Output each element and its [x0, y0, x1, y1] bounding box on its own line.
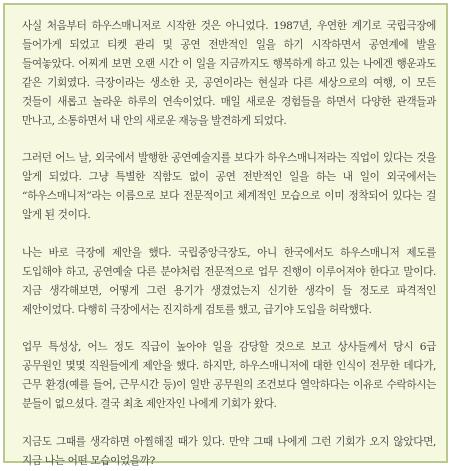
article-body	[22, 17, 436, 471]
paragraph-1: 사실 처음부터 하우스매니저로 시작한 것은 아니었다. 1987년, 우연한 계기로 국립극장에 들어가게 되었고 티켓 관리 및 공연 전반적인 일을 하기 시작하면서 공연계에 발을 들여놓았다. 어찌게 보면 오랜 시간 이 일을 지금까지도 행복하게 하고 있는 나에겐 행운과도 같은 기회였다. 극장이라는 생소한 곳, 공연이라는 현실과 다른 세상으로의 여행, 이 모든 것들이 새롭고 놀라운 하루의 연속이었다. 매일 새로운 경험들을 하면서 다양한 관객들과 만나고, 소통하면서 내 안의 새로운 재능을 발견하게 되었다.	[22, 20, 436, 127]
article-box	[3, 3, 448, 467]
paragraph-4: 업무 특성상, 어느 정도 직급이 높아야 일을 감당할 것으로 보고 상사들께서 당시 6급 공무원인 몇몇 직원들에게 제안을 했다. 하지만, 하우스매니저에 대한 인식이 전무한 데다가, 근무 환경(예를 들어, 근무시간 등)이 일반 공무원의 조건보다 열악하다는 이유로 수락하시는 분들이 없으셨다. 결국 최초 제안자인 나에게 기회가 왔다.	[22, 341, 436, 411]
paragraph-5: 지금도 그때를 생각하면 아찔해질 때가 있다. 만약 그때 나에게 그런 기회가 오지 않았다면, 지금 나는 어떤 모습이었을까?	[22, 435, 436, 467]
paragraph-2: 그러던 어느 날, 외국에서 발행한 공연예술지를 보다가 하우스매니저라는 직업이 있다는 것을 알게 되었다. 그냥 특별한 직함도 없이 공연 전반적인 일을 하는 내 일이 외국에서는 “하우스매니저”라는 이름으로 보다 전문적이고 체계적인 모습으로 이미 정착되어 있다는 걸 알게 된 것이다.	[22, 152, 436, 222]
paragraph-3: 나는 바로 극장에 제안을 했다. 국립중앙극장도, 아니 한국에서도 하우스매니저 제도를 도입해야 하고, 공연예술 다른 분야처럼 전문적으로 업무 진행이 이루어져야 한다고 말이다. 지금 생각해보면, 어떻게 그런 용기가 생겼었는지 신기한 생각이 들 정도로 파격적인 제안이었다. 다행히 극장에서는 진지하게 검토를 했고, 급기야 도입을 허락했다.	[22, 246, 436, 316]
